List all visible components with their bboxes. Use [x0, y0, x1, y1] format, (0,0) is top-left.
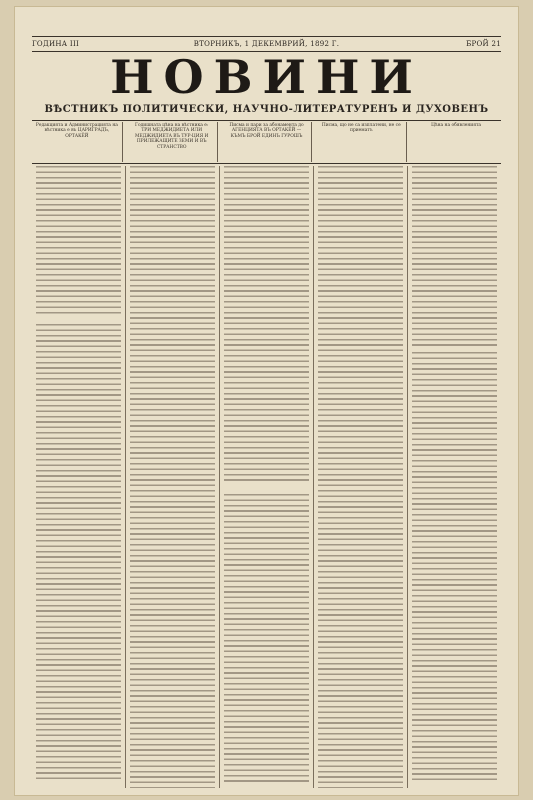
article-body-3a [224, 166, 309, 484]
issue-label: БРОЙ 21 [466, 40, 501, 48]
article-body-5a [412, 166, 497, 346]
text-columns [32, 166, 501, 788]
newspaper-page [14, 6, 519, 796]
info-cell-price: Годишната цѣна на вѣстника е: ТРИ МЕДЖИДИЕТА ИЛИ МЕДЖИДИЕТА ВЪ ТУР-ЦИЯ И ПРИЛЕЖАЩИТЕ ЗЕМИ И ВЪ СТРАНСТВО [127, 122, 218, 162]
info-rule [32, 163, 501, 164]
article-body-1a [36, 166, 121, 316]
article-body-3b [224, 494, 309, 784]
top-rule [32, 36, 501, 37]
date-label: ВТОРНИКЪ, 1 ДЕКЕМВРИЙ, 1892 Г. [193, 40, 340, 48]
masthead-title: НОВИНИ [110, 50, 423, 104]
column-4 [314, 166, 408, 788]
top-line [32, 38, 501, 50]
info-row [32, 122, 501, 162]
subtitle-rule [32, 120, 501, 121]
column-1 [32, 166, 126, 788]
masthead-subtitle: ВѢСТНИКЪ ПОЛИТИЧЕСКИ, НАУЧНО-ЛИТЕРАТУРЕНЪ И ДУХОВЕНЪ [44, 104, 489, 115]
column-3 [220, 166, 314, 788]
info-cell-letters: Писма, що не са изплатени, не се приематъ [316, 122, 407, 162]
article-body-1b [36, 324, 121, 779]
column-2 [126, 166, 220, 788]
info-cell-office: Редакцията и Администрацията на вѣстника е въ ЦАРИГРАДЪ, ОРТАКЁЙ [32, 122, 123, 162]
article-body-5b [412, 352, 497, 782]
year-label: ГОДИНА III [32, 40, 80, 48]
column-5 [408, 166, 501, 788]
article-body-4 [318, 166, 403, 788]
article-body-2 [130, 166, 215, 788]
info-cell-ads: Цѣна на обявленията [431, 123, 482, 128]
info-cell-agency: Писма и пари за абонамента до АГЕНЦИЯТА ВЪ ОРТАКЁЙ — КЪМЪ БРОЙ ЕДИНЪ ГУРОШЪ [222, 122, 313, 162]
